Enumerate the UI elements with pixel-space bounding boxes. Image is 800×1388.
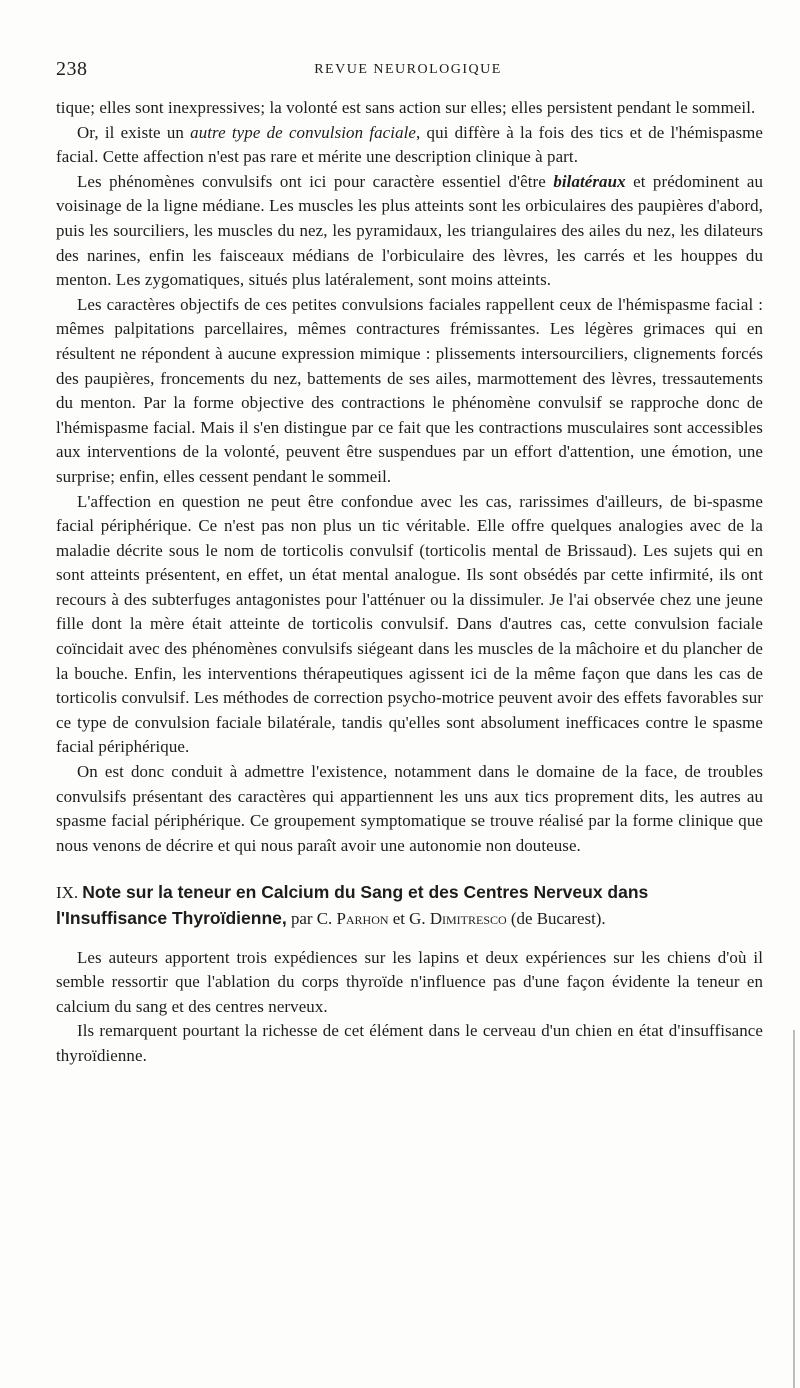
paragraph-objective-characters: Les caractères objectifs de ces petites convulsions faciales rappellent ceux de l'hémispasme facial : mêmes palpitations parcellaires, mêmes contractures frémissantes. Les légères grimaces qui en résultent ne répondent à aucune expression mimique : plissements intersourciliers, clignements forcés des paupières, froncements du nez, battements de ses ailes, marmottement des lèvres, tressautements du menton. Par la forme objective des contractions le phénomène convulsif se rapproche donc de l'hémispasme facial. Mais il s'en distingue par ce fait que les contractions musculaires sont accessibles aux interventions de la volonté, peuvent être suspendues par un effort d'attention, une émotion, une surprise; enfin, elles cessent pendant le sommeil. <box>56 294 763 486</box>
paragraph-text: Les phénomènes convulsifs ont ici pour caractère essentiel d'être <box>77 171 554 191</box>
running-title: REVUE NEUROLOGIQUE <box>314 62 502 77</box>
paragraph-differential-diagnosis: L'affection en question ne peut être confondue avec les cas, rarissimes d'ailleurs, de bi-spasme facial périphérique. Ce n'est pas non plus un tic véritable. Elle offre quelques analogies avec de la maladie décrite sous le nom de torticolis convulsif (torticolis mental de Brissaud). Les sujets qui en sont atteints présentent, en effet, un état mental analogue. Ils sont obsédés par cette infirmité, ils ont recours à des subterfuges antagonistes pour l'atténuer ou la dissimuler. Je l'ai observée chez une jeune fille dont la mère était atteinte de torticolis convulsif. Dans d'autres cas, cette convulsion faciale coïncidait avec des phénomènes convulsifs siégeant dans les muscles de la mâchoire et du plancher de la bouche. Enfin, les interventions thérapeutiques agissent ici de la même façon que dans les cas de torticolis convulsif. Les méthodes de correction psycho-motrice peuvent avoir des effets favorables sur ce type de convulsion faciale bilatérale, tandis qu'elles sont absolument inefficaces contre le spasme facial périphérique. <box>56 491 763 757</box>
byline-and: et <box>388 909 410 928</box>
paragraph-continuation: tique; elles sont inexpressives; la volonté est sans action sur elles; elles persistent pendant le sommeil. <box>56 98 756 117</box>
author-affiliation: (de Bucarest). <box>506 909 606 928</box>
paragraph-remark: Ils remarquent pourtant la richesse de cet élément dans le cerveau d'un chien en état d'insuffisance thyroïdienne. <box>56 1021 763 1065</box>
paragraph-text: et prédominent au voisinage de la ligne médiane. Les muscles les plus atteints sont les orbiculaires des paupières d'abord, puis les sourciliers, les muscles du nez, les pyramidaux, les triangulaires des ailes du nez, les dilateurs des narines, enfin les faisceaux médians de l'orbiculaire des lèvres, les carrés et les houppes du menton. Les zygomatiques, situés plus latéralement, sont moins atteints. <box>56 171 763 290</box>
section-spacer <box>56 932 763 946</box>
page-number: 238 <box>56 58 88 80</box>
italic-bold-word: bilatéraux <box>553 171 626 191</box>
section-number: IX. <box>56 883 79 903</box>
paragraph-text: Or, il existe un <box>77 122 191 142</box>
italic-phrase: autre type de convulsion faciale <box>190 122 417 142</box>
paragraph-bilateral-phenomena <box>56 170 763 293</box>
author-name: G. Dimitresco <box>409 909 507 928</box>
body-text <box>56 96 763 1069</box>
paragraph-other-convulsion-type <box>56 121 763 170</box>
paragraph-conclusion: On est donc conduit à admettre l'existence, notamment dans le domaine de la face, de troubles convulsifs présentant des caractères qui appartiennent les uns aux tics proprement dits, les autres au spasme facial périphérique. Ce groupement symptomatique se trouve réalisé par la forme clinique que nous venons de décrire et qui nous paraît avoir une autonomie non douteuse. <box>56 762 763 855</box>
section-title: Note sur la teneur en Calcium du Sang et des Centres Nerveux dans l'Insuffisance Thyroïdienne, <box>56 882 649 928</box>
page-header <box>56 58 760 82</box>
paragraph-text: , qui diffère à la fois des tics et de l'hémispasme facial. Cette affection n'est pas rare et mérite une description clinique à part. <box>56 122 763 167</box>
author-name: C. Parhon <box>316 909 389 928</box>
paragraph-experiments: Les auteurs apportent trois expédiences sur les lapins et deux expériences sur les chiens d'où il semble ressortir que l'ablation du corps thyroïde n'influence pas d'une façon évidente la teneur en calcium du sang et des centres nerveux. <box>56 947 763 1016</box>
section-heading <box>56 880 763 931</box>
page-edge-line <box>793 1030 795 1388</box>
byline-by: par <box>286 909 317 928</box>
